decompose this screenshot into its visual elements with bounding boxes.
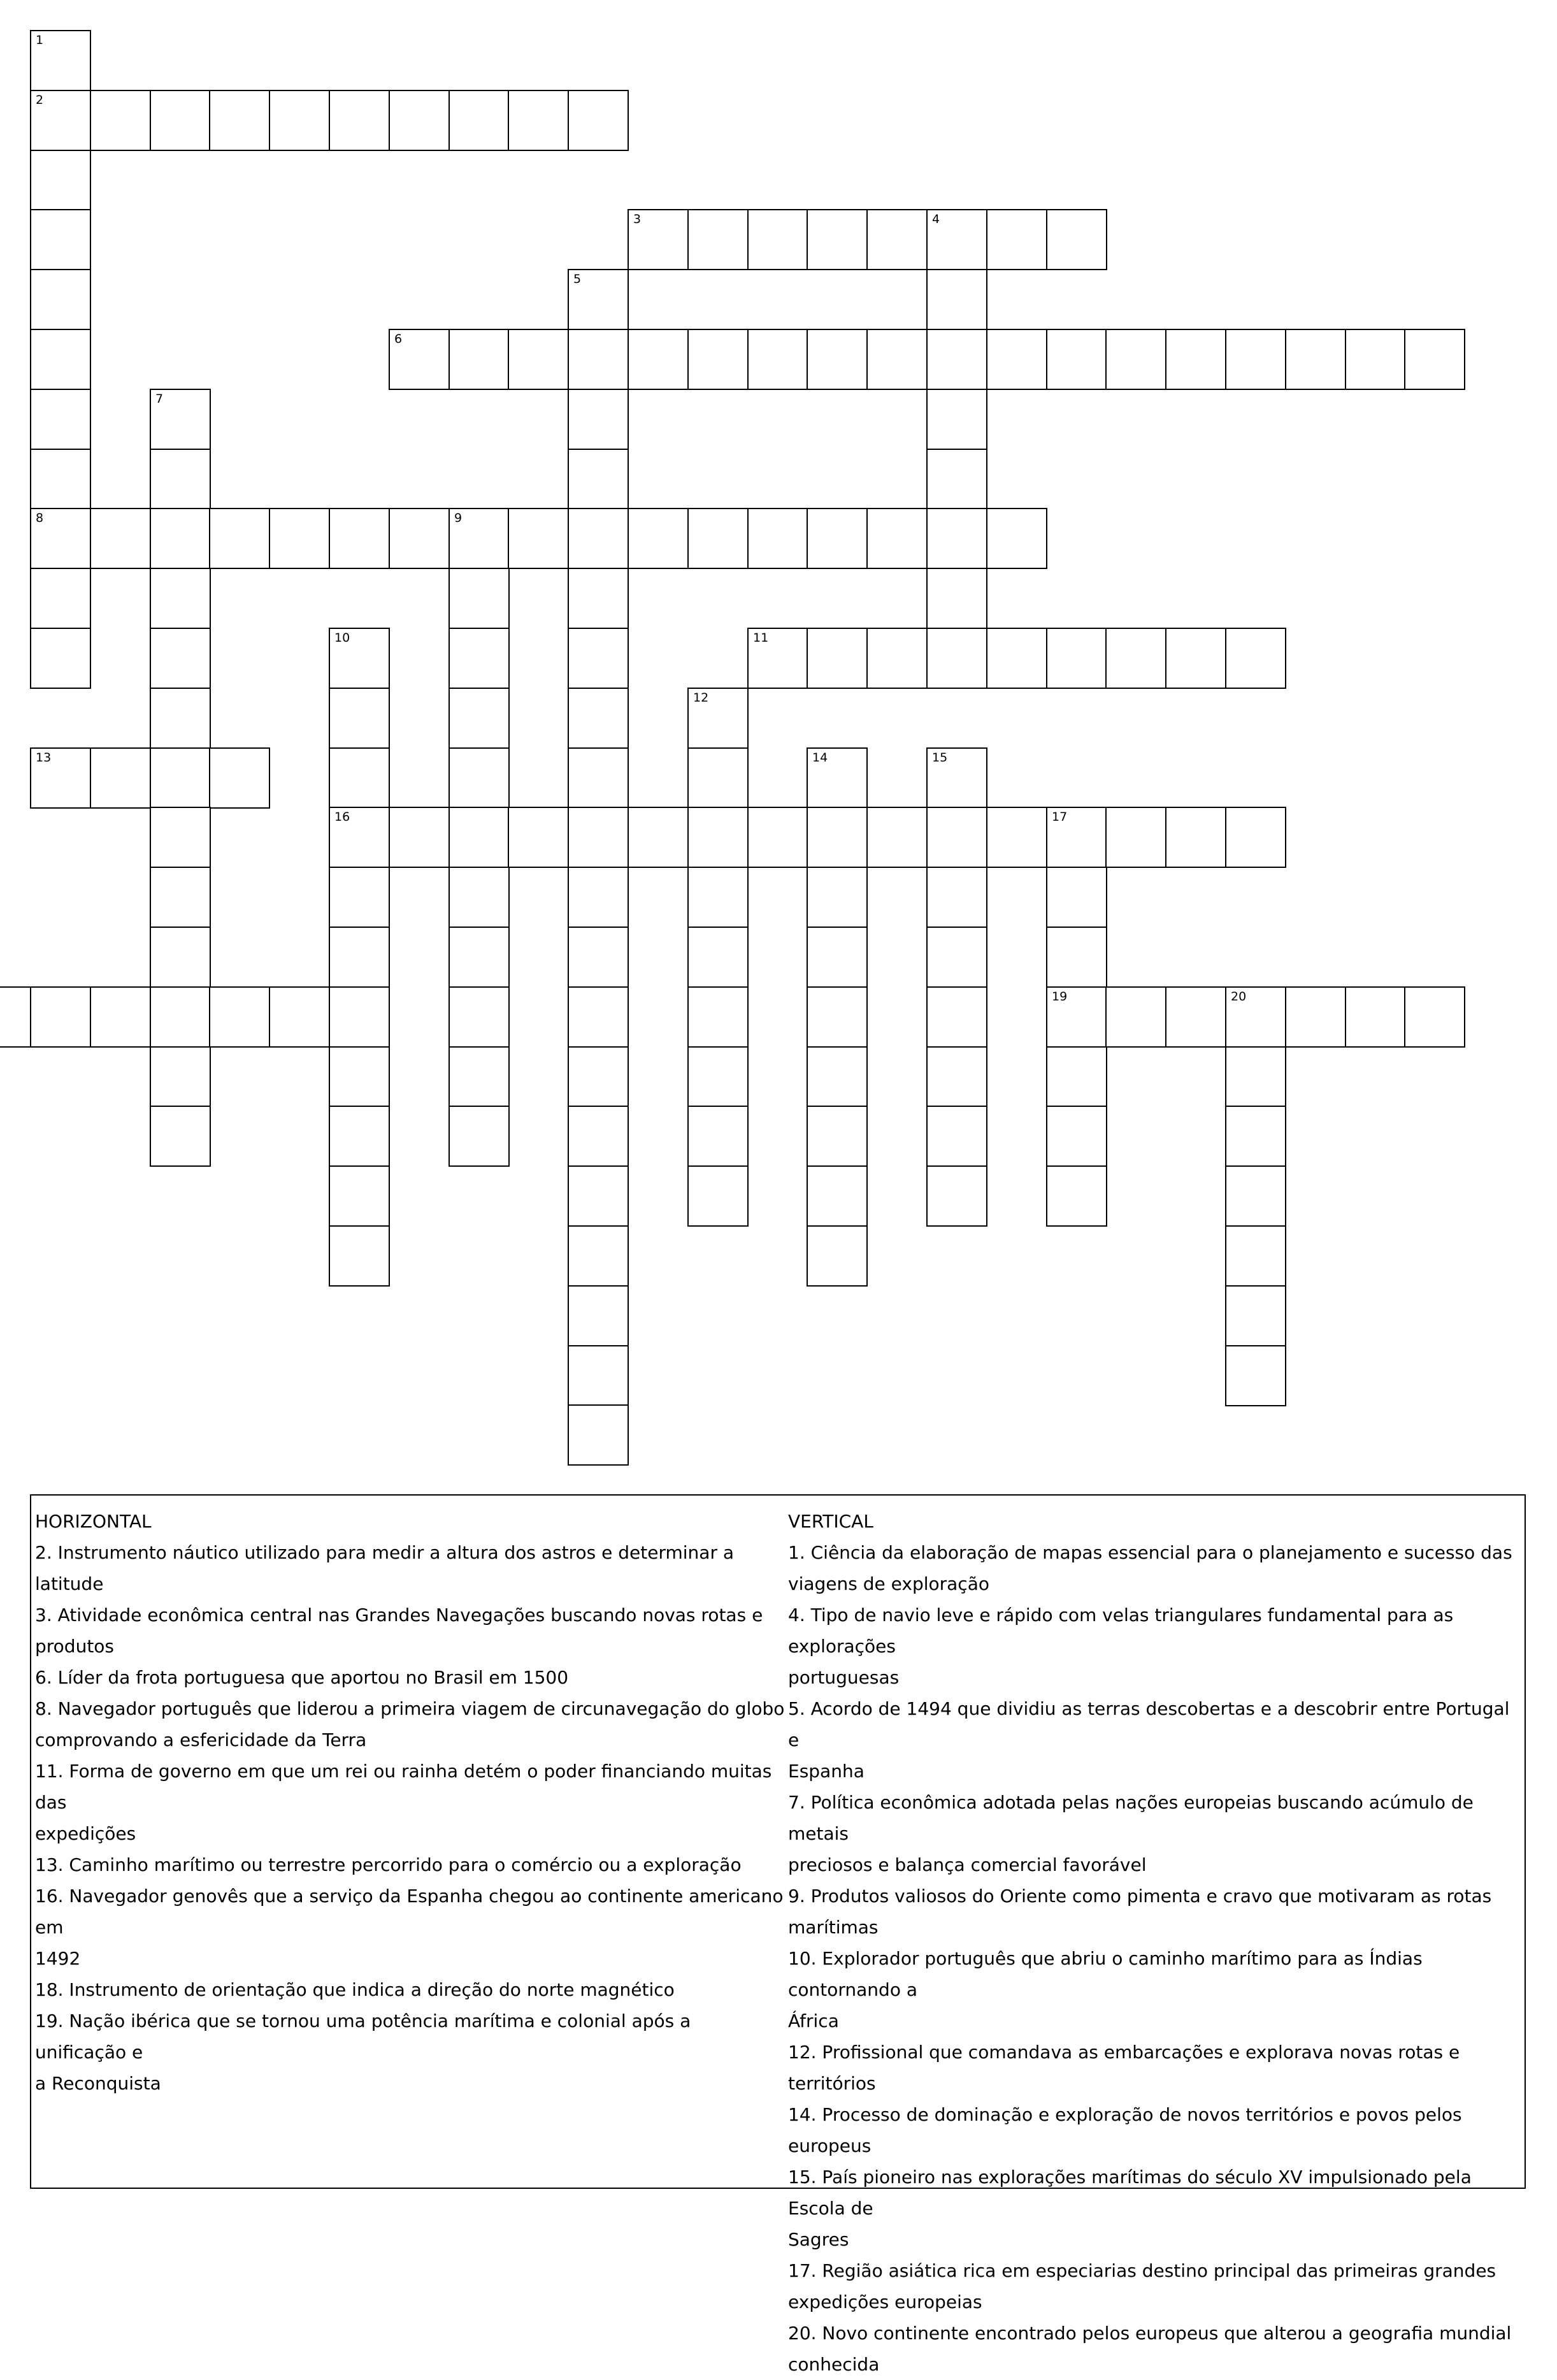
grid-cell[interactable] [986, 807, 1047, 868]
grid-cell[interactable] [807, 209, 868, 270]
clue-line: 7. Política econômica adotada pelas nações europeias buscando acúmulo de metais [788, 1792, 1474, 1844]
grid-cell[interactable] [926, 747, 987, 809]
grid-cell[interactable] [448, 329, 510, 390]
grid-cell[interactable] [1046, 329, 1107, 390]
clue-line: 4. Tipo de navio leve e rápido com velas triangulares fundamental para as explorações [788, 1605, 1454, 1657]
grid-cell[interactable] [209, 747, 270, 809]
grid-cell[interactable] [807, 1225, 868, 1287]
grid-cell[interactable] [1046, 867, 1107, 928]
clue-line: a Reconquista [35, 2073, 161, 2094]
grid-cell[interactable] [150, 1046, 211, 1107]
grid-cell[interactable] [568, 927, 629, 988]
grid-cell[interactable] [986, 628, 1047, 689]
clue-number: 17 [1052, 810, 1068, 824]
grid-cell[interactable] [150, 986, 211, 1048]
grid-cell[interactable] [329, 90, 390, 151]
clue-line: 20. Novo continente encontrado pelos europeus que alterou a geografia mundial [788, 2323, 1512, 2344]
grid-cell[interactable] [926, 508, 987, 569]
grid-cell[interactable] [1225, 329, 1286, 390]
grid-cell[interactable] [1225, 1285, 1286, 1346]
clue-line: expedições [35, 1823, 136, 1844]
grid-cell[interactable] [926, 1046, 987, 1107]
grid-cell[interactable] [926, 927, 987, 988]
grid-cell[interactable] [1105, 329, 1166, 390]
grid-cell[interactable] [269, 508, 330, 569]
grid-cell[interactable] [568, 747, 629, 809]
grid-cell[interactable] [1225, 986, 1286, 1048]
grid-cell[interactable] [568, 1404, 629, 1466]
grid-cell[interactable] [747, 628, 808, 689]
grid-cell[interactable] [866, 508, 928, 569]
grid-cell[interactable] [1105, 807, 1166, 868]
grid-cell[interactable] [90, 747, 151, 809]
clue-line: portuguesas [788, 1667, 900, 1688]
grid-cell[interactable] [389, 90, 450, 151]
grid-cell[interactable] [1225, 1345, 1286, 1406]
grid-cell[interactable] [1225, 1106, 1286, 1167]
grid-cell[interactable] [747, 508, 808, 569]
grid-cell[interactable] [30, 30, 91, 91]
grid-cell[interactable] [150, 568, 211, 629]
grid-cell[interactable] [807, 867, 868, 928]
grid-cell[interactable] [329, 1225, 390, 1287]
grid-cell[interactable] [687, 867, 749, 928]
grid-cell[interactable] [150, 1106, 211, 1167]
grid-cell[interactable] [329, 1165, 390, 1227]
grid-cell[interactable] [1404, 986, 1465, 1048]
grid-cell[interactable] [926, 568, 987, 629]
grid-cell[interactable] [687, 209, 749, 270]
grid-cell[interactable] [30, 568, 91, 629]
grid-cell[interactable] [1225, 1165, 1286, 1227]
grid-cell[interactable] [807, 747, 868, 809]
grid-cell[interactable] [568, 1165, 629, 1227]
grid-cell[interactable] [926, 209, 987, 270]
grid-cell[interactable] [508, 90, 569, 151]
grid-cell[interactable] [1285, 986, 1346, 1048]
grid-cell[interactable] [329, 508, 390, 569]
grid-cell[interactable] [1046, 1106, 1107, 1167]
grid-cell[interactable] [150, 747, 211, 809]
grid-cell[interactable] [866, 329, 928, 390]
grid-cell[interactable] [448, 807, 510, 868]
grid-cell[interactable] [448, 90, 510, 151]
grid-cell[interactable] [866, 628, 928, 689]
grid-cell[interactable] [329, 628, 390, 689]
grid-cell[interactable] [986, 329, 1047, 390]
clues-box [30, 1494, 1526, 2375]
grid-cell[interactable] [807, 807, 868, 868]
grid-cell[interactable] [269, 986, 330, 1048]
grid-cell[interactable] [329, 927, 390, 988]
grid-cell[interactable] [568, 329, 629, 390]
clue-number: 2 [36, 93, 44, 107]
grid-cell[interactable] [568, 986, 629, 1048]
clue-line: latitude [35, 1573, 104, 1594]
grid-cell[interactable] [1046, 986, 1107, 1048]
clue-line: expedições europeias [788, 2291, 982, 2312]
grid-cell[interactable] [568, 807, 629, 868]
grid-cell[interactable] [687, 688, 749, 749]
grid-cell[interactable] [150, 90, 211, 151]
clue-number: 11 [753, 631, 769, 645]
grid-cell[interactable] [568, 688, 629, 749]
grid-cell[interactable] [1046, 1046, 1107, 1107]
clue-number: 16 [334, 810, 350, 824]
clue-line: produtos [35, 1636, 115, 1657]
clue-line: marítimas [788, 1917, 879, 1938]
clue-line: 5. Acordo de 1494 que dividiu as terras descobertas e a descobrir entre Portugal e [788, 1698, 1510, 1750]
grid-cell[interactable] [568, 508, 629, 569]
clue-line: 6. Líder da frota portuguesa que aportou no Brasil em 1500 [35, 1667, 569, 1688]
grid-cell[interactable] [1165, 628, 1226, 689]
grid-cell[interactable] [209, 90, 270, 151]
grid-cell[interactable] [150, 927, 211, 988]
clue-line: 10. Explorador português que abriu o caminho marítimo para as Índias contornando a [788, 1948, 1423, 2000]
grid-cell[interactable] [90, 508, 151, 569]
clue-number: 3 [633, 212, 642, 226]
grid-cell[interactable] [508, 329, 569, 390]
grid-cell[interactable] [747, 329, 808, 390]
grid-cell[interactable] [687, 927, 749, 988]
grid-cell[interactable] [1105, 628, 1166, 689]
clue-number: 20 [1231, 990, 1247, 1004]
grid-cell[interactable] [1285, 329, 1346, 390]
grid-cell[interactable] [687, 508, 749, 569]
grid-cell[interactable] [30, 389, 91, 450]
clue-line: 18. Instrumento de orientação que indica a direção do norte magnético [35, 1979, 675, 2000]
grid-cell[interactable] [30, 508, 91, 569]
grid-cell[interactable] [448, 747, 510, 809]
clue-number: 7 [155, 392, 164, 406]
grid-cell[interactable] [150, 867, 211, 928]
grid-cell[interactable] [448, 1046, 510, 1107]
grid-cell[interactable] [329, 747, 390, 809]
vertical-clues [788, 1506, 1521, 2380]
grid-cell[interactable] [687, 807, 749, 868]
grid-cell[interactable] [568, 389, 629, 450]
clue-line: 3. Atividade econômica central nas Grandes Navegações buscando novas rotas e [35, 1605, 763, 1626]
clue-number: 14 [812, 751, 828, 765]
clue-line: África [788, 2010, 839, 2031]
grid-cell[interactable] [568, 568, 629, 629]
grid-cell[interactable] [926, 807, 987, 868]
grid-cell[interactable] [687, 986, 749, 1048]
clue-number: 9 [454, 511, 463, 525]
grid-cell[interactable] [926, 269, 987, 330]
grid-cell[interactable] [150, 807, 211, 868]
grid-cell[interactable] [568, 449, 629, 510]
grid-cell[interactable] [1225, 807, 1286, 868]
grid-cell[interactable] [0, 986, 31, 1048]
clue-line: viagens de exploração [788, 1573, 989, 1594]
clue-line: 8. Navegador português que liderou a primeira viagem de circunavegação do globo [35, 1698, 785, 1719]
grid-cell[interactable] [926, 628, 987, 689]
grid-cell[interactable] [926, 986, 987, 1048]
grid-cell[interactable] [209, 986, 270, 1048]
grid-cell[interactable] [389, 329, 450, 390]
clue-line: 15. País pioneiro nas explorações marítimas do século XV impulsionado pela Escola de [788, 2167, 1472, 2219]
grid-cell[interactable] [90, 90, 151, 151]
clue-line: 17. Região asiática rica em especiarias destino principal das primeiras grandes [788, 2260, 1496, 2281]
clue-number: 8 [36, 511, 44, 525]
clue-line: 16. Navegador genovês que a serviço da Espanha chegou ao continente americano em [35, 1886, 784, 1938]
grid-cell[interactable] [687, 1106, 749, 1167]
grid-cell[interactable] [568, 90, 629, 151]
grid-cell[interactable] [687, 1046, 749, 1107]
clue-line: 11. Forma de governo em que um rei ou rainha detém o poder financiando muitas das [35, 1761, 772, 1813]
grid-cell[interactable] [389, 508, 450, 569]
grid-cell[interactable] [1046, 807, 1107, 868]
clue-number: 5 [573, 272, 582, 286]
grid-cell[interactable] [448, 508, 510, 569]
grid-cell[interactable] [568, 867, 629, 928]
grid-cell[interactable] [687, 747, 749, 809]
grid-cell[interactable] [1046, 1165, 1107, 1227]
grid-cell[interactable] [30, 747, 91, 809]
grid-cell[interactable] [687, 1165, 749, 1227]
grid-cell[interactable] [150, 389, 211, 450]
clue-line: 19. Nação ibérica que se tornou uma potência marítima e colonial após a unificação e [35, 2010, 691, 2063]
grid-cell[interactable] [926, 329, 987, 390]
grid-cell[interactable] [30, 209, 91, 270]
grid-cell[interactable] [329, 1106, 390, 1167]
grid-cell[interactable] [448, 927, 510, 988]
grid-cell[interactable] [448, 628, 510, 689]
clue-line: 2. Instrumento náutico utilizado para medir a altura dos astros e determinar a [35, 1542, 735, 1563]
clue-line: conhecida [788, 2354, 880, 2375]
grid-cell[interactable] [568, 628, 629, 689]
grid-cell[interactable] [986, 209, 1047, 270]
grid-cell[interactable] [30, 150, 91, 211]
grid-cell[interactable] [30, 986, 91, 1048]
clue-number: 12 [693, 691, 709, 705]
grid-cell[interactable] [329, 1046, 390, 1107]
grid-cell[interactable] [150, 449, 211, 510]
grid-cell[interactable] [508, 508, 569, 569]
grid-cell[interactable] [1105, 986, 1166, 1048]
grid-cell[interactable] [807, 508, 868, 569]
grid-cell[interactable] [568, 1285, 629, 1346]
clue-number: 13 [36, 751, 52, 765]
clue-number: 1 [36, 33, 44, 47]
grid-cell[interactable] [150, 628, 211, 689]
grid-cell[interactable] [687, 329, 749, 390]
grid-cell[interactable] [448, 986, 510, 1048]
grid-cell[interactable] [508, 807, 569, 868]
grid-cell[interactable] [448, 867, 510, 928]
grid-cell[interactable] [1404, 329, 1465, 390]
grid-cell[interactable] [807, 329, 868, 390]
grid-cell[interactable] [807, 1046, 868, 1107]
grid-cell[interactable] [1165, 329, 1226, 390]
horizontal-heading: HORIZONTAL [35, 1511, 152, 1532]
grid-cell[interactable] [1046, 628, 1107, 689]
grid-cell[interactable] [807, 1106, 868, 1167]
grid-cell[interactable] [926, 389, 987, 450]
grid-cell[interactable] [269, 90, 330, 151]
vertical-heading: VERTICAL [788, 1511, 873, 1532]
grid-cell[interactable] [1345, 986, 1406, 1048]
grid-cell[interactable] [30, 269, 91, 330]
grid-cell[interactable] [1225, 628, 1286, 689]
clue-line: preciosos e balança comercial favorável [788, 1854, 1147, 1875]
grid-cell[interactable] [1165, 986, 1226, 1048]
clue-number: 4 [932, 212, 940, 226]
grid-cell[interactable] [926, 1106, 987, 1167]
grid-cell[interactable] [986, 508, 1047, 569]
clue-line: 12. Profissional que comandava as embarcações e explorava novas rotas e territórios [788, 2042, 1460, 2094]
grid-cell[interactable] [926, 867, 987, 928]
grid-cell[interactable] [926, 1165, 987, 1227]
grid-cell[interactable] [329, 807, 390, 868]
clue-line: 14. Processo de dominação e exploração de novos territórios e povos pelos europeus [788, 2104, 1462, 2156]
grid-cell[interactable] [568, 1106, 629, 1167]
grid-cell[interactable] [866, 209, 928, 270]
grid-cell[interactable] [329, 867, 390, 928]
grid-cell[interactable] [628, 209, 689, 270]
grid-cell[interactable] [926, 449, 987, 510]
grid-cell[interactable] [1046, 209, 1107, 270]
grid-cell[interactable] [30, 449, 91, 510]
grid-cell[interactable] [150, 508, 211, 569]
clue-line: Sagres [788, 2229, 849, 2250]
grid-cell[interactable] [807, 986, 868, 1048]
grid-cell[interactable] [807, 1165, 868, 1227]
grid-cell[interactable] [389, 807, 450, 868]
grid-cell[interactable] [747, 807, 808, 868]
grid-cell[interactable] [30, 90, 91, 151]
grid-cell[interactable] [747, 209, 808, 270]
grid-cell[interactable] [628, 807, 689, 868]
grid-cell[interactable] [807, 628, 868, 689]
grid-cell[interactable] [866, 807, 928, 868]
grid-cell[interactable] [807, 927, 868, 988]
clue-number: 6 [394, 332, 403, 346]
grid-cell[interactable] [568, 1225, 629, 1287]
clue-line: comprovando a esfericidade da Terra [35, 1729, 367, 1750]
clue-line: Espanha [788, 1761, 865, 1782]
grid-cell[interactable] [30, 329, 91, 390]
grid-cell[interactable] [30, 628, 91, 689]
clue-line: 13. Caminho marítimo ou terrestre percorrido para o comércio ou a exploração [35, 1854, 742, 1875]
grid-cell[interactable] [568, 1345, 629, 1406]
grid-cell[interactable] [329, 688, 390, 749]
grid-cell[interactable] [90, 986, 151, 1048]
grid-cell[interactable] [1046, 927, 1107, 988]
grid-cell[interactable] [1225, 1046, 1286, 1107]
grid-cell[interactable] [1345, 329, 1406, 390]
clue-number: 19 [1052, 990, 1068, 1004]
clue-number: 15 [932, 751, 948, 765]
clue-line: 9. Produtos valiosos do Oriente como pimenta e cravo que motivaram as rotas [788, 1886, 1492, 1907]
clue-line: 1492 [35, 1948, 81, 1969]
grid-cell[interactable] [628, 508, 689, 569]
grid-cell[interactable] [209, 508, 270, 569]
grid-cell[interactable] [628, 329, 689, 390]
grid-cell[interactable] [1225, 1225, 1286, 1287]
horizontal-clues [35, 1506, 787, 2099]
grid-cell[interactable] [150, 688, 211, 749]
clue-number: 10 [334, 631, 350, 645]
clue-line: 1. Ciência da elaboração de mapas essencial para o planejamento e sucesso das [788, 1542, 1512, 1563]
grid-cell[interactable] [448, 568, 510, 629]
grid-cell[interactable] [448, 688, 510, 749]
grid-cell[interactable] [568, 1046, 629, 1107]
grid-cell[interactable] [448, 1106, 510, 1167]
grid-cell[interactable] [1165, 807, 1226, 868]
grid-cell[interactable] [568, 269, 629, 330]
grid-cell[interactable] [329, 986, 390, 1048]
